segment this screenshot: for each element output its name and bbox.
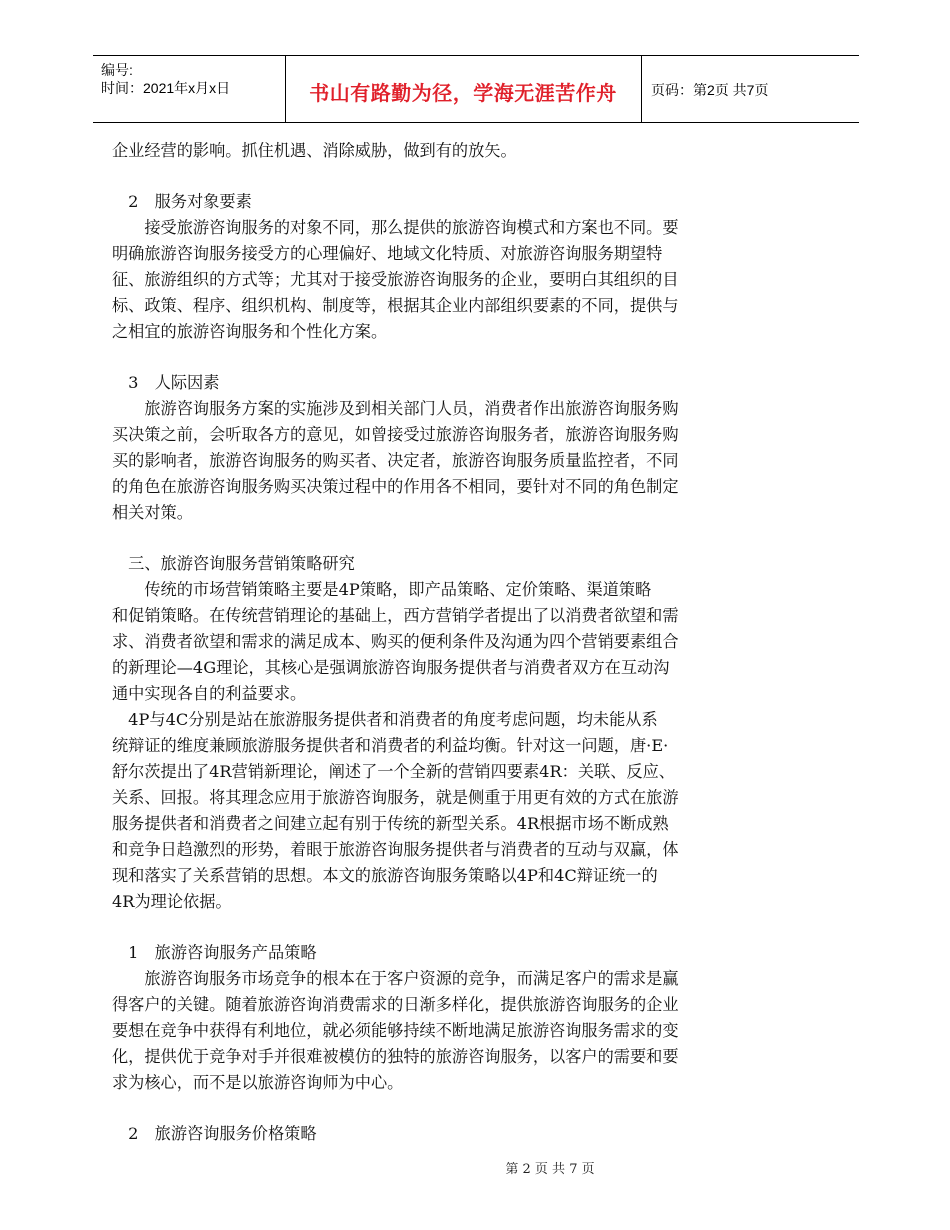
text-line: 4P与4C分别是站在旅游服务提供者和消费者的角度考虑问题，均未能从系: [112, 710, 658, 729]
paragraph-spacer: [112, 164, 772, 189]
header-meta-cell: [93, 56, 286, 122]
header-page-info: 页码：第2页 共7页: [651, 82, 769, 98]
text-line: 三、旅游咨询服务营销策略研究: [112, 554, 355, 573]
text-line: 和促销策略。在传统营销理论的基础上，西方营销学者提出了以消费者欲望和需: [112, 606, 679, 625]
page-header: [93, 55, 859, 123]
text-line: 相关对策。: [112, 503, 193, 522]
paragraph: [112, 370, 772, 396]
paragraph: [112, 215, 772, 345]
text-line: 统辩证的维度兼顾旅游服务提供者和消费者的利益均衡。针对这一问题，唐·E·: [112, 736, 669, 755]
text-line: 服务提供者和消费者之间建立起有别于传统的新型关系。4R根据市场不断成熟: [112, 814, 669, 833]
text-line: 2 服务对象要素: [112, 192, 252, 211]
text-line: 得客户的关键。随着旅游咨询消费需求的日渐多样化，提供旅游咨询服务的企业: [112, 995, 679, 1014]
text-line: 3 人际因素: [112, 373, 220, 392]
paragraph: [112, 189, 772, 215]
text-line: 求、消费者欲望和需求的满足成本、购买的便利条件及沟通为四个营销要素组合: [112, 632, 679, 651]
document-time-label: 时间：2021年x月x日: [101, 80, 231, 96]
text-line: 接受旅游咨询服务的对象不同，那么提供的旅游咨询模式和方案也不同。要: [112, 218, 679, 237]
text-line: 通中实现各自的利益要求。: [112, 684, 307, 703]
text-line: 4R为理论依据。: [112, 892, 232, 911]
header-motto: 书山有路勤为径，学海无涯苦作舟: [309, 81, 617, 105]
page-footer: 第 2 页 共 7 页: [505, 1162, 595, 1177]
document-body: [112, 138, 772, 1147]
text-line: 现和落实了关系营销的思想。本文的旅游咨询服务策略以4P和4C辩证统一的: [112, 866, 658, 885]
paragraph-spacer: [112, 345, 772, 370]
paragraph: [112, 551, 772, 577]
paragraph: [112, 707, 772, 915]
text-line: 舒尔茨提出了4R营销新理论，阐述了一个全新的营销四要素4R：关联、反应、: [112, 762, 675, 781]
text-line: 企业经营的影响。抓住机遇、消除威胁，做到有的放矢。: [112, 141, 517, 160]
paragraph: [112, 577, 772, 707]
paragraph: [112, 396, 772, 526]
text-line: 的角色在旅游咨询服务购买决策过程中的作用各不相同，要针对不同的角色制定: [112, 477, 679, 496]
text-line: 旅游咨询服务方案的实施涉及到相关部门人员，消费者作出旅游咨询服务购: [112, 399, 679, 418]
paragraph: [112, 138, 772, 164]
text-line: 化，提供优于竞争对手并很难被模仿的独特的旅游咨询服务，以客户的需要和要: [112, 1047, 679, 1066]
text-line: 2 旅游咨询服务价格策略: [112, 1124, 317, 1143]
document-number-label: 编号:: [101, 62, 133, 78]
text-line: 买决策之前，会听取各方的意见，如曾接受过旅游咨询服务者，旅游咨询服务购: [112, 425, 679, 444]
text-line: 买的影响者，旅游咨询服务的购买者、决定者，旅游咨询服务质量监控者，不同: [112, 451, 679, 470]
text-line: 求为核心，而不是以旅游咨询师为中心。: [112, 1073, 404, 1092]
text-line: 传统的市场营销策略主要是4P策略，即产品策略、定价策略、渠道策略: [112, 580, 652, 599]
text-line: 的新理论—4G理论，其核心是强调旅游咨询服务提供者与消费者双方在互动沟: [112, 658, 670, 677]
text-line: 明确旅游咨询服务接受方的心理偏好、地域文化特质、对旅游咨询服务期望特: [112, 244, 663, 263]
header-page-cell: [641, 56, 859, 122]
header-motto-cell: [285, 56, 642, 122]
paragraph-spacer: [112, 526, 772, 551]
paragraph-spacer: [112, 915, 772, 940]
text-line: 之相宜的旅游咨询服务和个性化方案。: [112, 322, 388, 341]
paragraph: [112, 1121, 772, 1147]
paragraph: [112, 966, 772, 1096]
text-line: 征、旅游组织的方式等；尤其对于接受旅游咨询服务的企业，要明白其组织的目: [112, 270, 679, 289]
text-line: 和竞争日趋激烈的形势，着眼于旅游咨询服务提供者与消费者的互动与双赢，体: [112, 840, 679, 859]
text-line: 旅游咨询服务市场竞争的根本在于客户资源的竞争，而满足客户的需求是赢: [112, 969, 679, 988]
text-line: 要想在竞争中获得有利地位，就必须能够持续不断地满足旅游咨询服务需求的变: [112, 1021, 679, 1040]
paragraph-spacer: [112, 1096, 772, 1121]
text-line: 关系、回报。将其理念应用于旅游咨询服务，就是侧重于用更有效的方式在旅游: [112, 788, 679, 807]
text-line: 1 旅游咨询服务产品策略: [112, 943, 317, 962]
text-line: 标、政策、程序、组织机构、制度等，根据其企业内部组织要素的不同，提供与: [112, 296, 679, 315]
paragraph: [112, 940, 772, 966]
